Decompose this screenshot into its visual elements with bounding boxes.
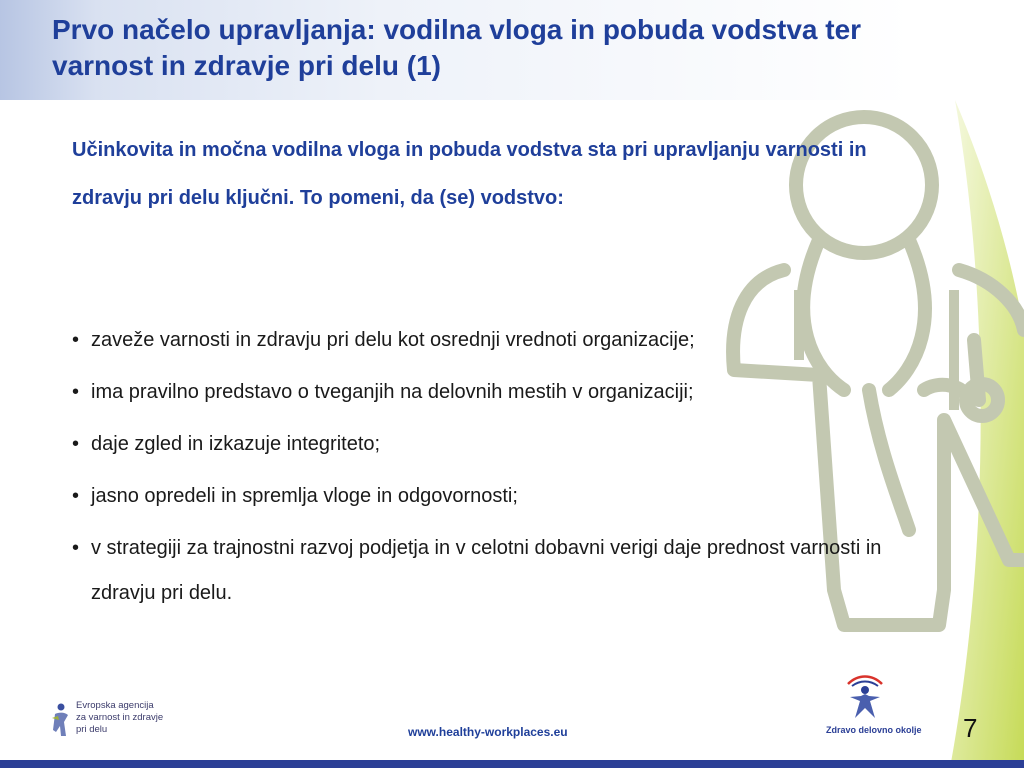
campaign-logo (826, 670, 922, 740)
agency-name-line: pri delu (76, 724, 108, 735)
bullet-item: • v strategiji za trajnostni razvoj podjetja in v celotni dobavni verigi daje prednost varnosti in zdravju pri delu. (72, 526, 882, 616)
bullet-item: • zaveže varnosti in zdravju pri delu kot osrednji vrednoti organizacije; (72, 318, 882, 363)
footer-bar (0, 760, 1024, 768)
page-number: 7 (963, 713, 978, 743)
campaign-figure-icon (844, 670, 886, 722)
agency-logo (50, 700, 180, 740)
bullet-item: • jasno opredeli in spremlja vloge in odgovornosti; (72, 474, 882, 519)
intro-text: Učinkovita in močna vodilna vloga in pobuda vodstva sta pri upravljanju varnosti in zdravju pri delu ključni. To pomeni, da (se) vodstvo: (72, 139, 867, 209)
agency-figure-icon (50, 702, 72, 738)
bullet-list (72, 318, 882, 623)
agency-name-line: Evropska agencija (76, 700, 154, 711)
bullet-item: • ima pravilno predstavo o tveganjih na delovnih mestih v organizaciji; (72, 370, 882, 415)
bullet-item: • daje zgled in izkazuje integriteto; (72, 422, 882, 467)
website-link[interactable]: www.healthy-workplaces.eu (408, 725, 568, 739)
agency-name (76, 700, 186, 736)
campaign-label: Zdravo delovno okolje (826, 725, 922, 735)
agency-name-line: za varnost in zdravje (76, 712, 164, 723)
page-title: Prvo načelo upravljanja: vodilna vloga in pobuda vodstva ter varnost in zdravje pri delu (1) (52, 14, 862, 81)
